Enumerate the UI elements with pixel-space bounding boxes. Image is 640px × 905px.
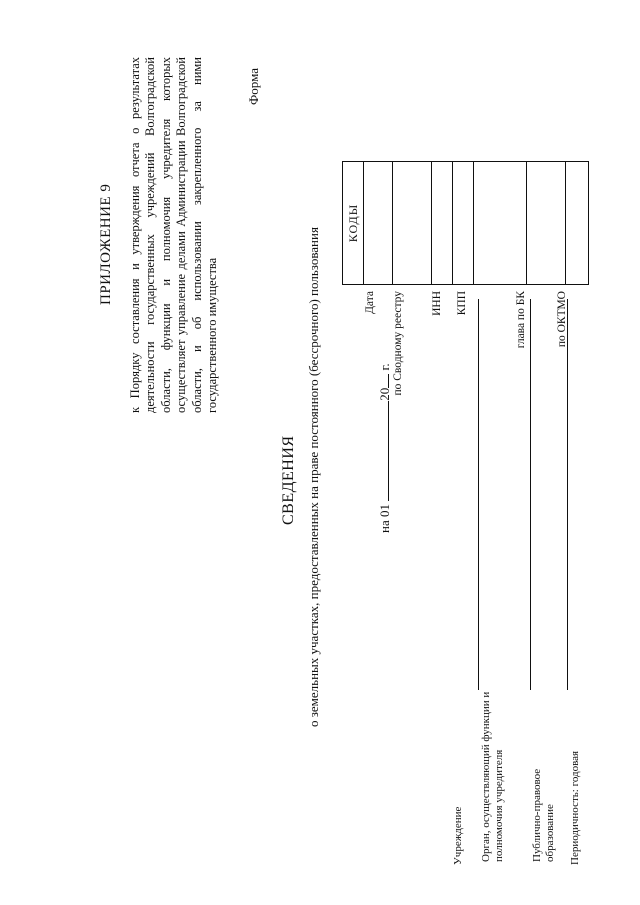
date-day-month-blank[interactable] <box>376 401 389 501</box>
form-label: Форма <box>246 68 261 105</box>
code-kpp-cell[interactable] <box>453 162 474 285</box>
code-periodicity-cell[interactable] <box>566 162 589 285</box>
report-date-line <box>376 363 393 533</box>
code-inn-label: ИНН <box>431 291 443 316</box>
institution-label: Учреждение <box>452 806 464 865</box>
date-year-blank[interactable] <box>376 374 389 388</box>
appendix-text: к Порядку составления и утверждения отчета о результатах деятельности государственных учреждений Волгоградской области, функции и полномочия учредителя которых осуществляет управление делами Администрации Волгоградской области, и об использовании закрепленного за ними государственного имущества <box>128 57 220 413</box>
date-suffix: г. <box>377 363 392 371</box>
code-date-label: Дата <box>364 291 376 314</box>
institution-line[interactable] <box>478 299 479 690</box>
code-bk-label: глава по БК <box>515 291 527 349</box>
document-subtitle: о земельных участках, предоставленных на праве постоянного (бессрочного) пользования <box>306 227 321 727</box>
document-title: СВЕДЕНИЯ <box>280 435 297 525</box>
founder-body-label: Орган, осуществляющий функции и полномочия учредителя <box>480 691 505 862</box>
periodicity-label: Периодичность: годовая <box>569 750 581 865</box>
codes-table <box>342 161 589 285</box>
date-year-prefix: 20 <box>377 387 392 401</box>
founder-body-line[interactable] <box>530 299 531 690</box>
appendix-title: ПРИЛОЖЕНИЕ 9 <box>98 183 114 305</box>
code-kpp-label: КПП <box>456 291 468 316</box>
public-entity-label: Публично-правовое образование <box>531 768 556 862</box>
code-oktmo-cell[interactable] <box>527 162 566 285</box>
code-oktmo-label: по ОКТМО <box>556 291 568 348</box>
code-bk-cell[interactable] <box>474 162 527 285</box>
date-prefix: на 01 <box>377 504 392 533</box>
code-registry-cell[interactable] <box>393 162 432 285</box>
code-registry-label: по Сводному реестру <box>392 291 404 396</box>
code-date-cell[interactable] <box>364 162 393 285</box>
codes-header: КОДЫ <box>343 162 364 285</box>
code-inn-cell[interactable] <box>432 162 453 285</box>
